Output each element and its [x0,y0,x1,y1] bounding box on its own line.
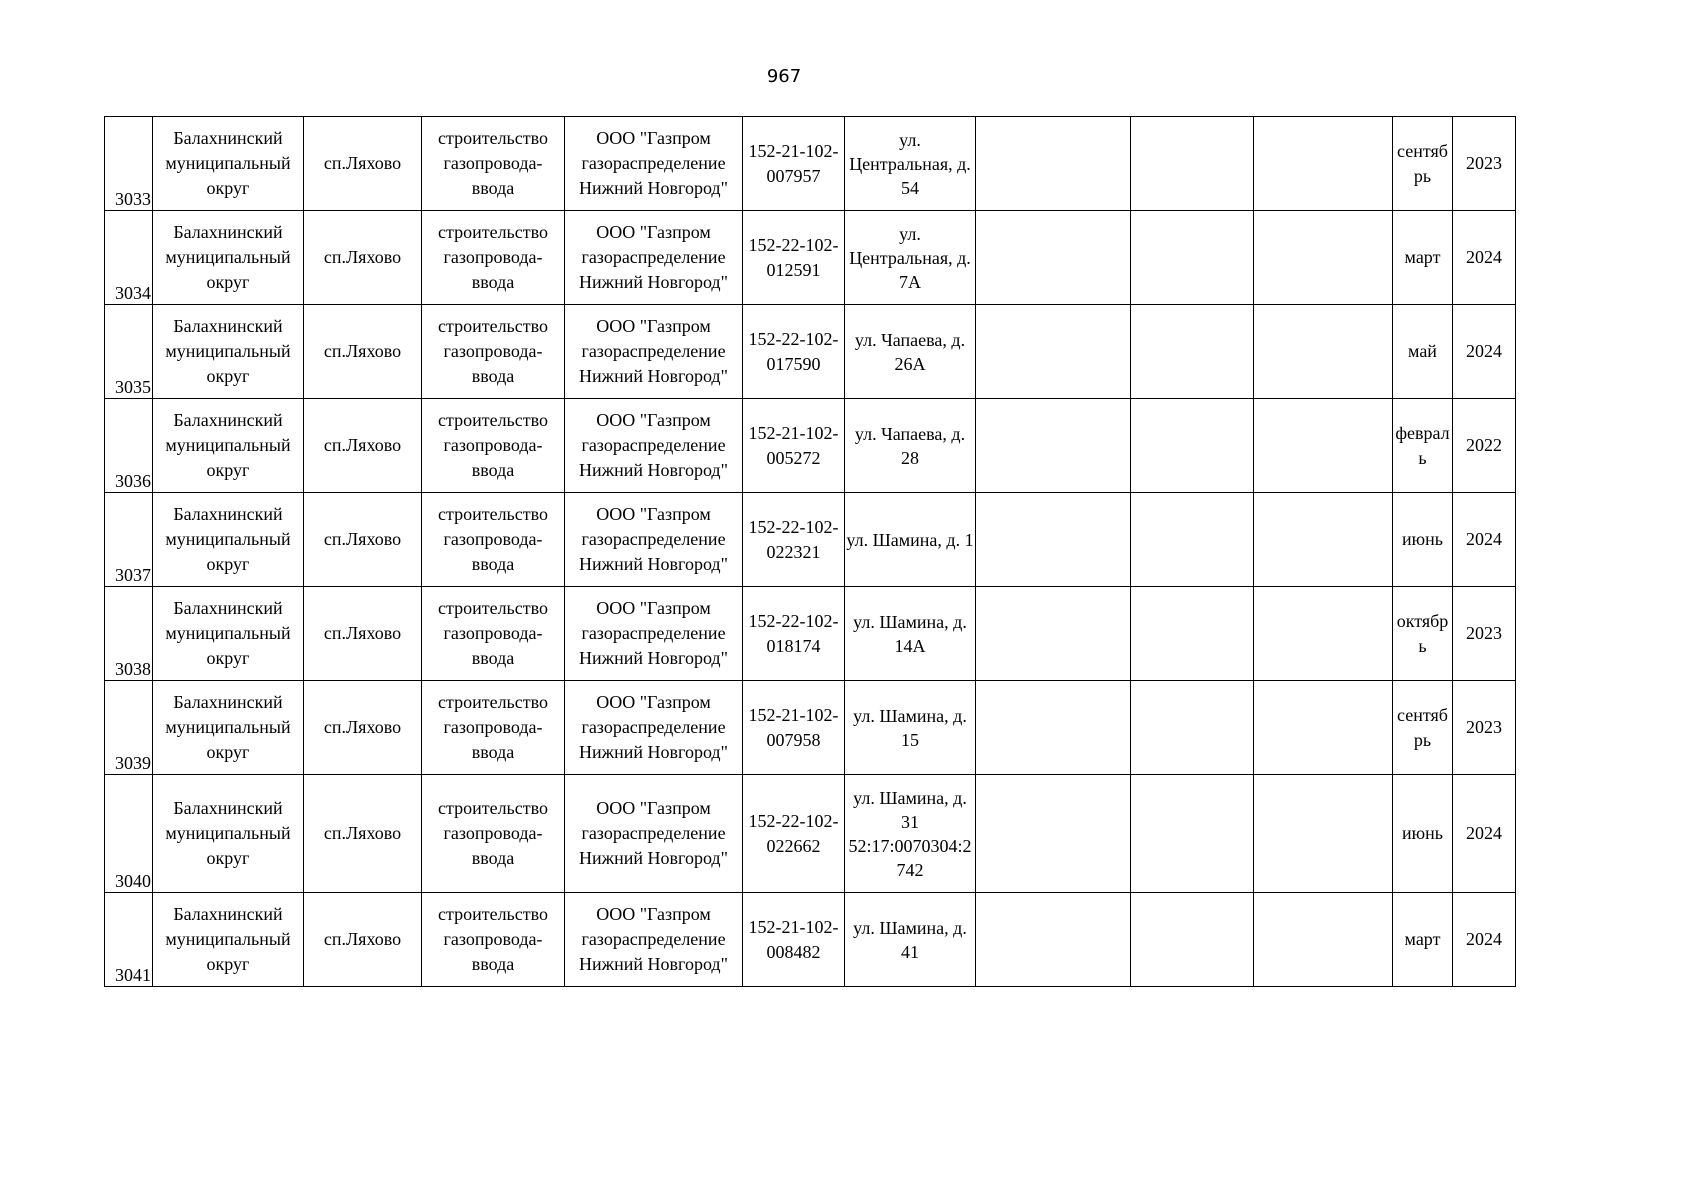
application-code-cell: 152-21-102-005272 [743,399,845,493]
district-cell: Балахнинский муниципальный округ [153,399,304,493]
table-row [105,681,1516,775]
empty-cell [1254,117,1393,211]
settlement-cell: сп.Ляхово [304,681,422,775]
organization-cell: ООО "Газпром газораспределение Нижний Новгород" [565,117,743,211]
settlement-cell: сп.Ляхово [304,493,422,587]
table-row [105,399,1516,493]
organization-cell: ООО "Газпром газораспределение Нижний Новгород" [565,305,743,399]
work-type-cell: строительство газопровода-ввода [422,587,565,681]
empty-cell [976,211,1131,305]
district-cell: Балахнинский муниципальный округ [153,775,304,893]
district-cell: Балахнинский муниципальный округ [153,893,304,987]
year-cell: 2022 [1453,399,1516,493]
address-cell: ул. Шамина, д. 14А [845,587,976,681]
district-cell: Балахнинский муниципальный округ [153,493,304,587]
year-cell: 2023 [1453,681,1516,775]
work-type-cell: строительство газопровода-ввода [422,305,565,399]
work-type-cell: строительство газопровода-ввода [422,493,565,587]
application-code-cell: 152-22-102-017590 [743,305,845,399]
empty-cell [976,305,1131,399]
empty-cell [976,681,1131,775]
empty-cell [976,893,1131,987]
year-cell: 2023 [1453,587,1516,681]
month-cell: сентябрь [1393,681,1453,775]
district-cell: Балахнинский муниципальный округ [153,211,304,305]
row-number: 3033 [105,117,153,211]
address-cell: ул. Чапаева, д. 28 [845,399,976,493]
row-number: 3041 [105,893,153,987]
table-row [105,775,1516,893]
organization-cell: ООО "Газпром газораспределение Нижний Новгород" [565,775,743,893]
empty-cell [1254,211,1393,305]
year-cell: 2023 [1453,117,1516,211]
empty-cell [976,117,1131,211]
application-code-cell: 152-22-102-012591 [743,211,845,305]
page-number: 967 [766,66,802,87]
organization-cell: ООО "Газпром газораспределение Нижний Новгород" [565,681,743,775]
settlement-cell: сп.Ляхово [304,211,422,305]
empty-cell [1131,775,1254,893]
row-number: 3036 [105,399,153,493]
address-cell: ул. Шамина, д. 15 [845,681,976,775]
empty-cell [1254,587,1393,681]
work-type-cell: строительство газопровода-ввода [422,681,565,775]
settlement-cell: сп.Ляхово [304,893,422,987]
settlement-cell: сп.Ляхово [304,305,422,399]
settlement-cell: сп.Ляхово [304,587,422,681]
work-type-cell: строительство газопровода-ввода [422,775,565,893]
row-number: 3037 [105,493,153,587]
year-cell: 2024 [1453,305,1516,399]
empty-cell [1131,117,1254,211]
table-row [105,893,1516,987]
application-code-cell: 152-22-102-022321 [743,493,845,587]
month-cell: март [1393,893,1453,987]
table-row [105,211,1516,305]
district-cell: Балахнинский муниципальный округ [153,681,304,775]
empty-cell [976,775,1131,893]
empty-cell [1254,681,1393,775]
empty-cell [1254,775,1393,893]
registry-table [104,116,1516,987]
settlement-cell: сп.Ляхово [304,117,422,211]
address-cell: ул. Шамина, д. 31 52:17:0070304:2742 [845,775,976,893]
work-type-cell: строительство газопровода-ввода [422,117,565,211]
organization-cell: ООО "Газпром газораспределение Нижний Новгород" [565,493,743,587]
empty-cell [1254,399,1393,493]
month-cell: сентябрь [1393,117,1453,211]
year-cell: 2024 [1453,211,1516,305]
address-cell: ул. Центральная, д. 54 [845,117,976,211]
month-cell: февраль [1393,399,1453,493]
month-cell: октябрь [1393,587,1453,681]
row-number: 3038 [105,587,153,681]
work-type-cell: строительство газопровода-ввода [422,893,565,987]
table-row [105,493,1516,587]
organization-cell: ООО "Газпром газораспределение Нижний Новгород" [565,211,743,305]
empty-cell [1131,399,1254,493]
empty-cell [1131,681,1254,775]
row-number: 3040 [105,775,153,893]
settlement-cell: сп.Ляхово [304,775,422,893]
address-cell: ул. Центральная, д. 7А [845,211,976,305]
district-cell: Балахнинский муниципальный округ [153,587,304,681]
empty-cell [976,587,1131,681]
work-type-cell: строительство газопровода-ввода [422,211,565,305]
application-code-cell: 152-22-102-022662 [743,775,845,893]
month-cell: май [1393,305,1453,399]
month-cell: март [1393,211,1453,305]
district-cell: Балахнинский муниципальный округ [153,117,304,211]
empty-cell [1131,211,1254,305]
month-cell: июнь [1393,775,1453,893]
row-number: 3035 [105,305,153,399]
month-cell: июнь [1393,493,1453,587]
table-row [105,117,1516,211]
table-row [105,305,1516,399]
address-cell: ул. Чапаева, д. 26А [845,305,976,399]
year-cell: 2024 [1453,893,1516,987]
application-code-cell: 152-21-102-007957 [743,117,845,211]
application-code-cell: 152-21-102-008482 [743,893,845,987]
organization-cell: ООО "Газпром газораспределение Нижний Новгород" [565,587,743,681]
address-cell: ул. Шамина, д. 41 [845,893,976,987]
organization-cell: ООО "Газпром газораспределение Нижний Новгород" [565,399,743,493]
empty-cell [1131,587,1254,681]
empty-cell [1131,493,1254,587]
empty-cell [1131,893,1254,987]
application-code-cell: 152-22-102-018174 [743,587,845,681]
row-number: 3034 [105,211,153,305]
year-cell: 2024 [1453,493,1516,587]
district-cell: Балахнинский муниципальный округ [153,305,304,399]
year-cell: 2024 [1453,775,1516,893]
work-type-cell: строительство газопровода-ввода [422,399,565,493]
table-row [105,587,1516,681]
application-code-cell: 152-21-102-007958 [743,681,845,775]
empty-cell [976,399,1131,493]
organization-cell: ООО "Газпром газораспределение Нижний Новгород" [565,893,743,987]
empty-cell [1254,893,1393,987]
address-cell: ул. Шамина, д. 1 [845,493,976,587]
empty-cell [1254,305,1393,399]
empty-cell [1131,305,1254,399]
settlement-cell: сп.Ляхово [304,399,422,493]
empty-cell [1254,493,1393,587]
empty-cell [976,493,1131,587]
row-number: 3039 [105,681,153,775]
